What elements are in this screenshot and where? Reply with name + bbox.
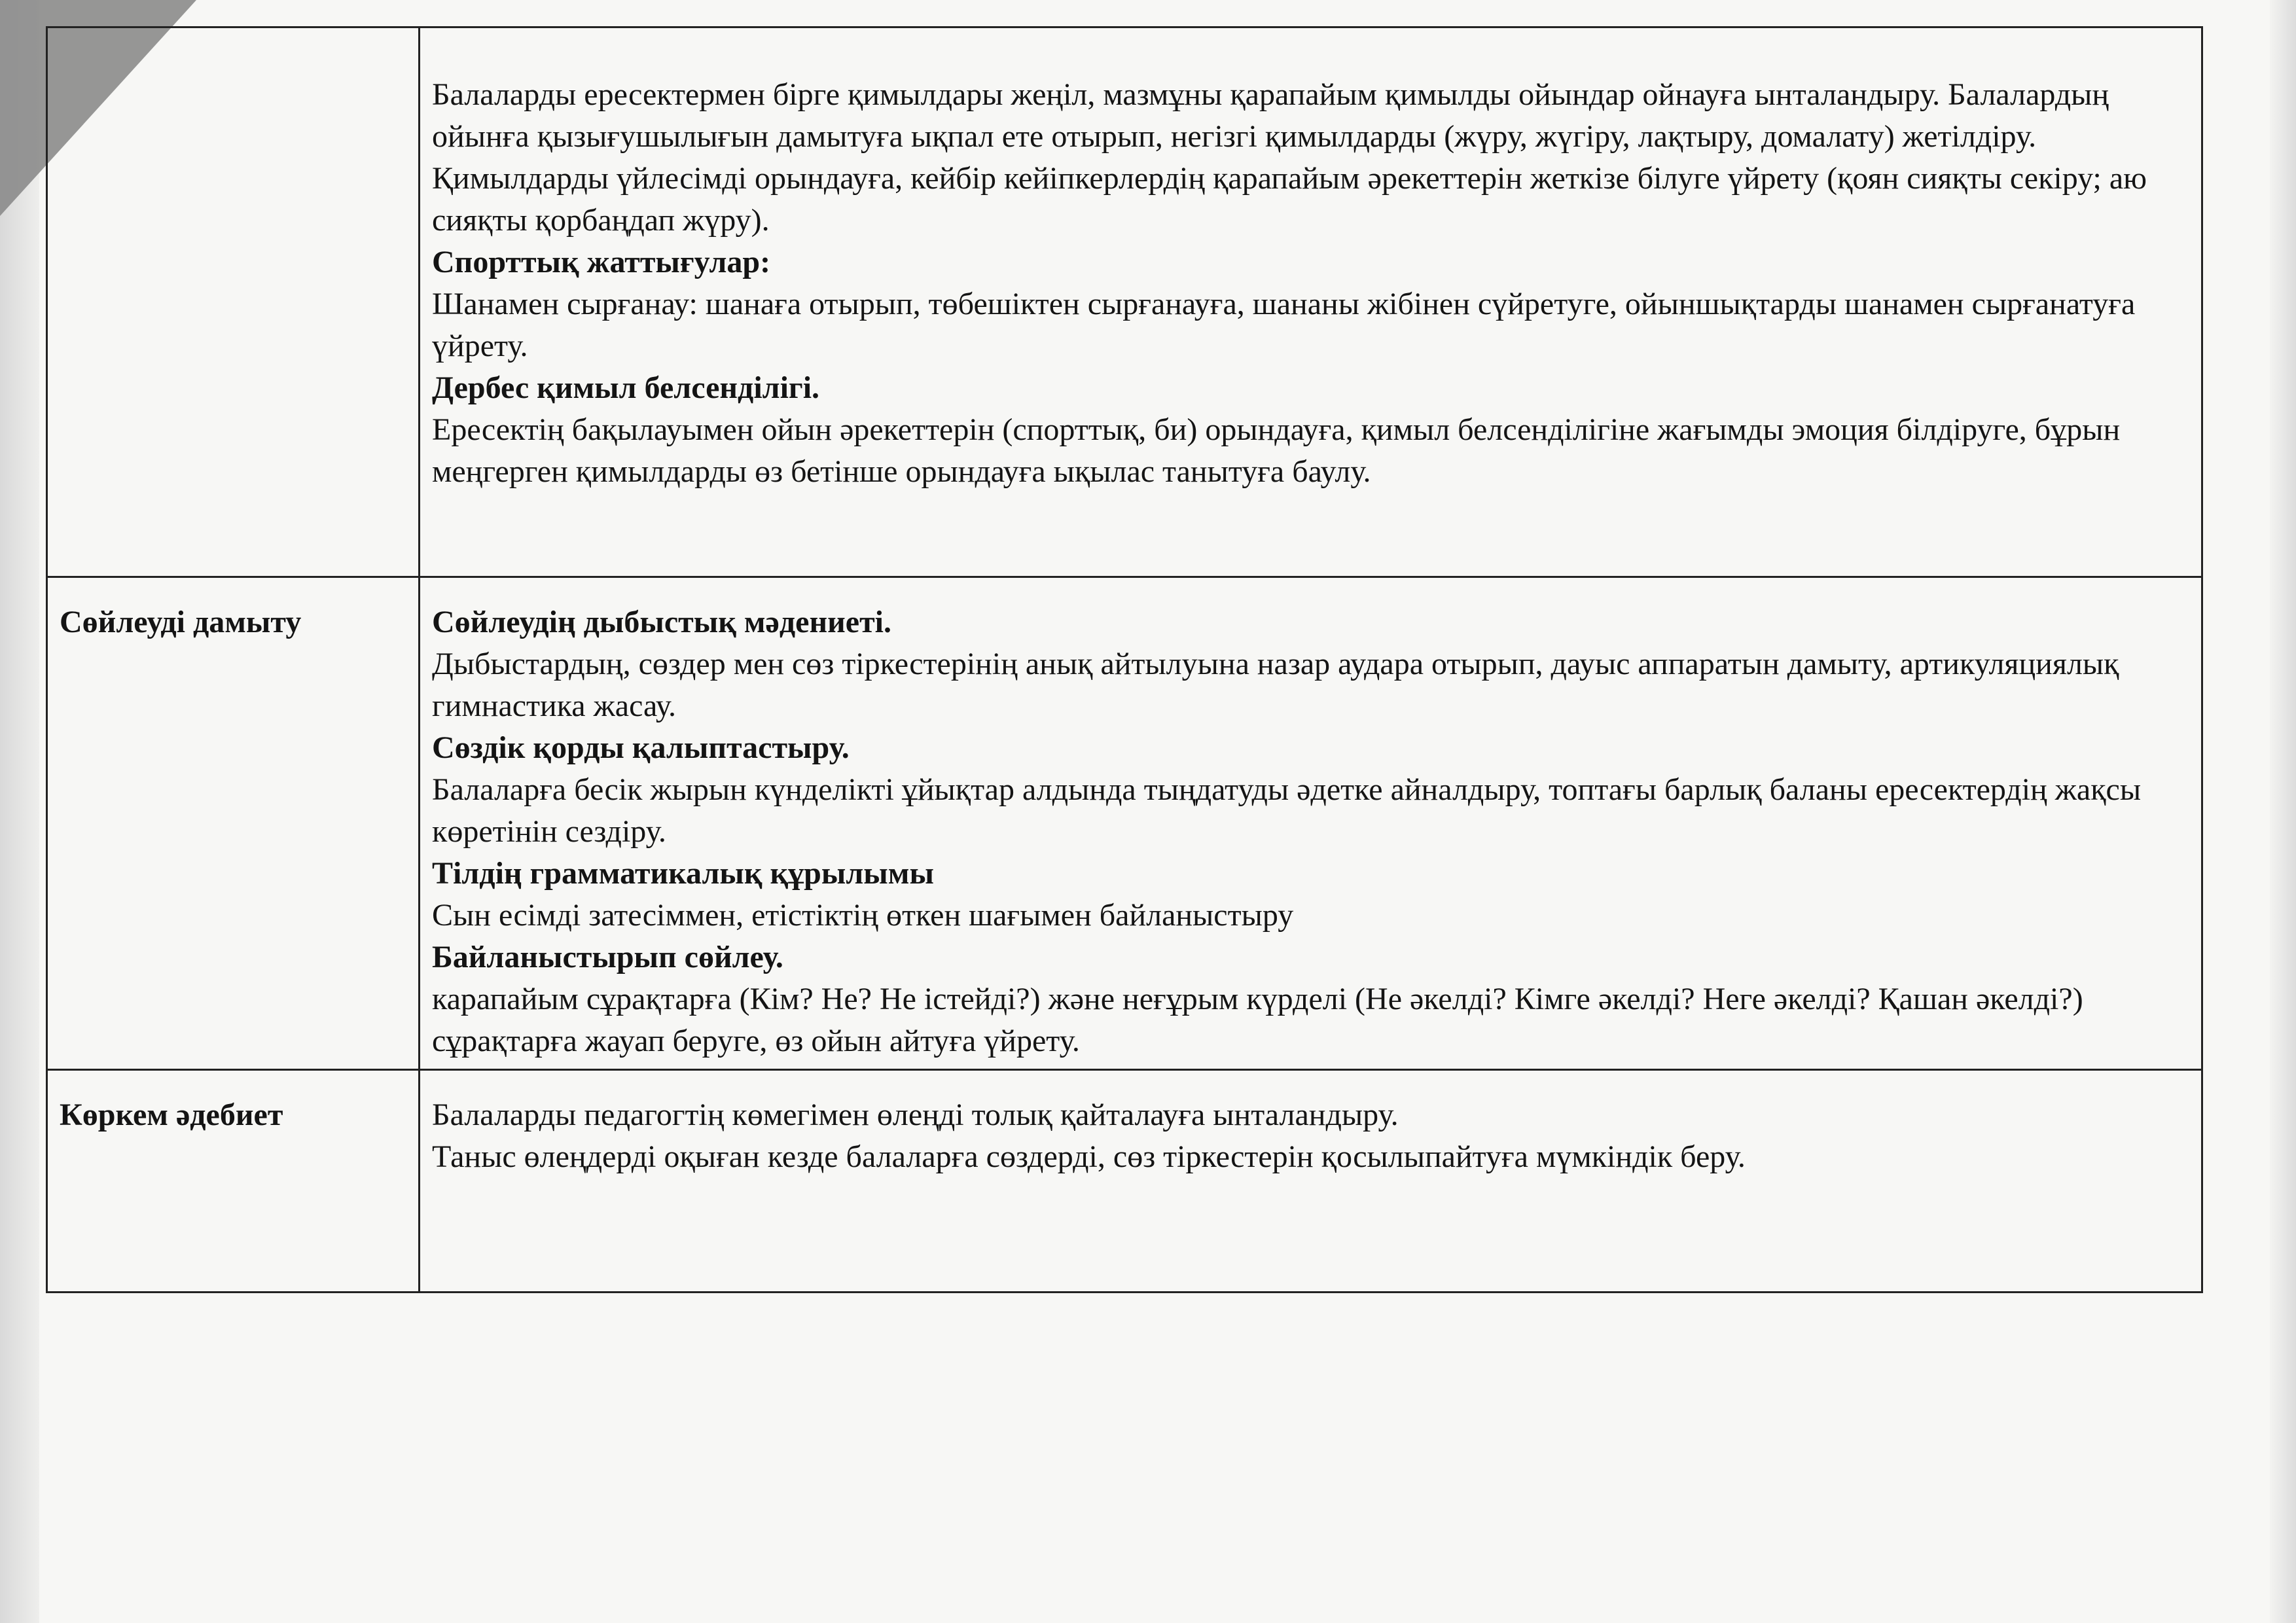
- table-row: [47, 27, 2202, 577]
- section-heading: Сөйлеудің дыбыстық мәдениеті.: [432, 605, 891, 639]
- paragraph: Шанамен сырғанау: шанаға отырып, төбешіктен сырғанауға, шананы жібінен сүйретуге, ойыншықтарды шанамен сырғанатуға үйрету.: [432, 287, 2136, 363]
- paragraph: Ересектің бақылауымен ойын әрекеттерін (спорттық, би) орындауға, қимыл белсенділігіне жағымды эмоция білдіруге, бұрын меңгерген қимылдарды өз бетінше орындауға ықылас танытуға баулу.: [432, 412, 2121, 489]
- scan-background-right: [2270, 0, 2296, 1623]
- row-content: [420, 577, 2202, 1070]
- section-heading: Тілдің грамматикалық құрылымы: [432, 856, 934, 891]
- section-heading: Байланыстырып сөйлеу.: [432, 940, 783, 974]
- row-label: Көркем әдебиет: [47, 1070, 420, 1293]
- paragraph: Дыбыстардың, сөздер мен сөз тіркестерінің анық айтылуына назар аудара отырып, дауыс аппаратын дамыту, артикуляциялық гимнастика жасау.: [432, 647, 2119, 723]
- row-content: [420, 1070, 2202, 1293]
- paragraph: Таныс өлеңдерді оқыған кезде балаларға сөздерді, сөз тіркестерін қосылыпайтуға мүмкіндік беру.: [432, 1139, 1746, 1174]
- row-content: [420, 27, 2202, 577]
- paragraph: Сын есімді затесіммен, етістіктің өткен шағымен байланыстыру: [432, 898, 1294, 933]
- section-heading: Сөздік қорды қалыптастыру.: [432, 730, 850, 765]
- table-row: [47, 577, 2202, 1070]
- paragraph: карапайым сұрақтарға (Кім? Не? Не істейді?) және неғұрым күрделі (Не әкелді? Кімге әкелді? Неге әкелді? Қашан әкелді?) сұрақтарға жауап беруге, өз ойын айтуға үйрету.: [432, 982, 2083, 1058]
- table-row: [47, 1070, 2202, 1293]
- paragraph: Балаларға бесік жырын күнделікті ұйықтар алдында тыңдатуды әдетке айналдыру, топтағы барлық баланы ересектердің жақсы көретінін сездіру.: [432, 772, 2142, 849]
- paragraph: Балаларды ересектермен бірге қимылдары жеңіл, мазмұны қарапайым қимылды ойындар ойнауға ынталандыру. Балалардың ойынға қызығушылығын дамытуға ықпал ете отырып, негізгі қимылдарды (жүру, жүгіру, лақтыру, домалату) жетілдіру. Қимылдарды үйлесімді орындауға, кейбір кейіпкерлердің қарапайым әрекеттерін жеткізе білуге үйрету (қоян сияқты секіру; аю сияқты қорбаңдап жүру).: [432, 77, 2147, 238]
- scan-background-left: [0, 0, 39, 1623]
- curriculum-table: [46, 26, 2203, 1293]
- paragraph: Балаларды педагогтің көмегімен өлеңді толық қайталауға ынталандыру.: [432, 1097, 1399, 1132]
- section-heading: Спорттық жаттығулар:: [432, 245, 771, 279]
- row-label: Сөйлеуді дамыту: [47, 577, 420, 1070]
- row-label: [47, 27, 420, 577]
- section-heading: Дербес қимыл белсенділігі.: [432, 370, 820, 405]
